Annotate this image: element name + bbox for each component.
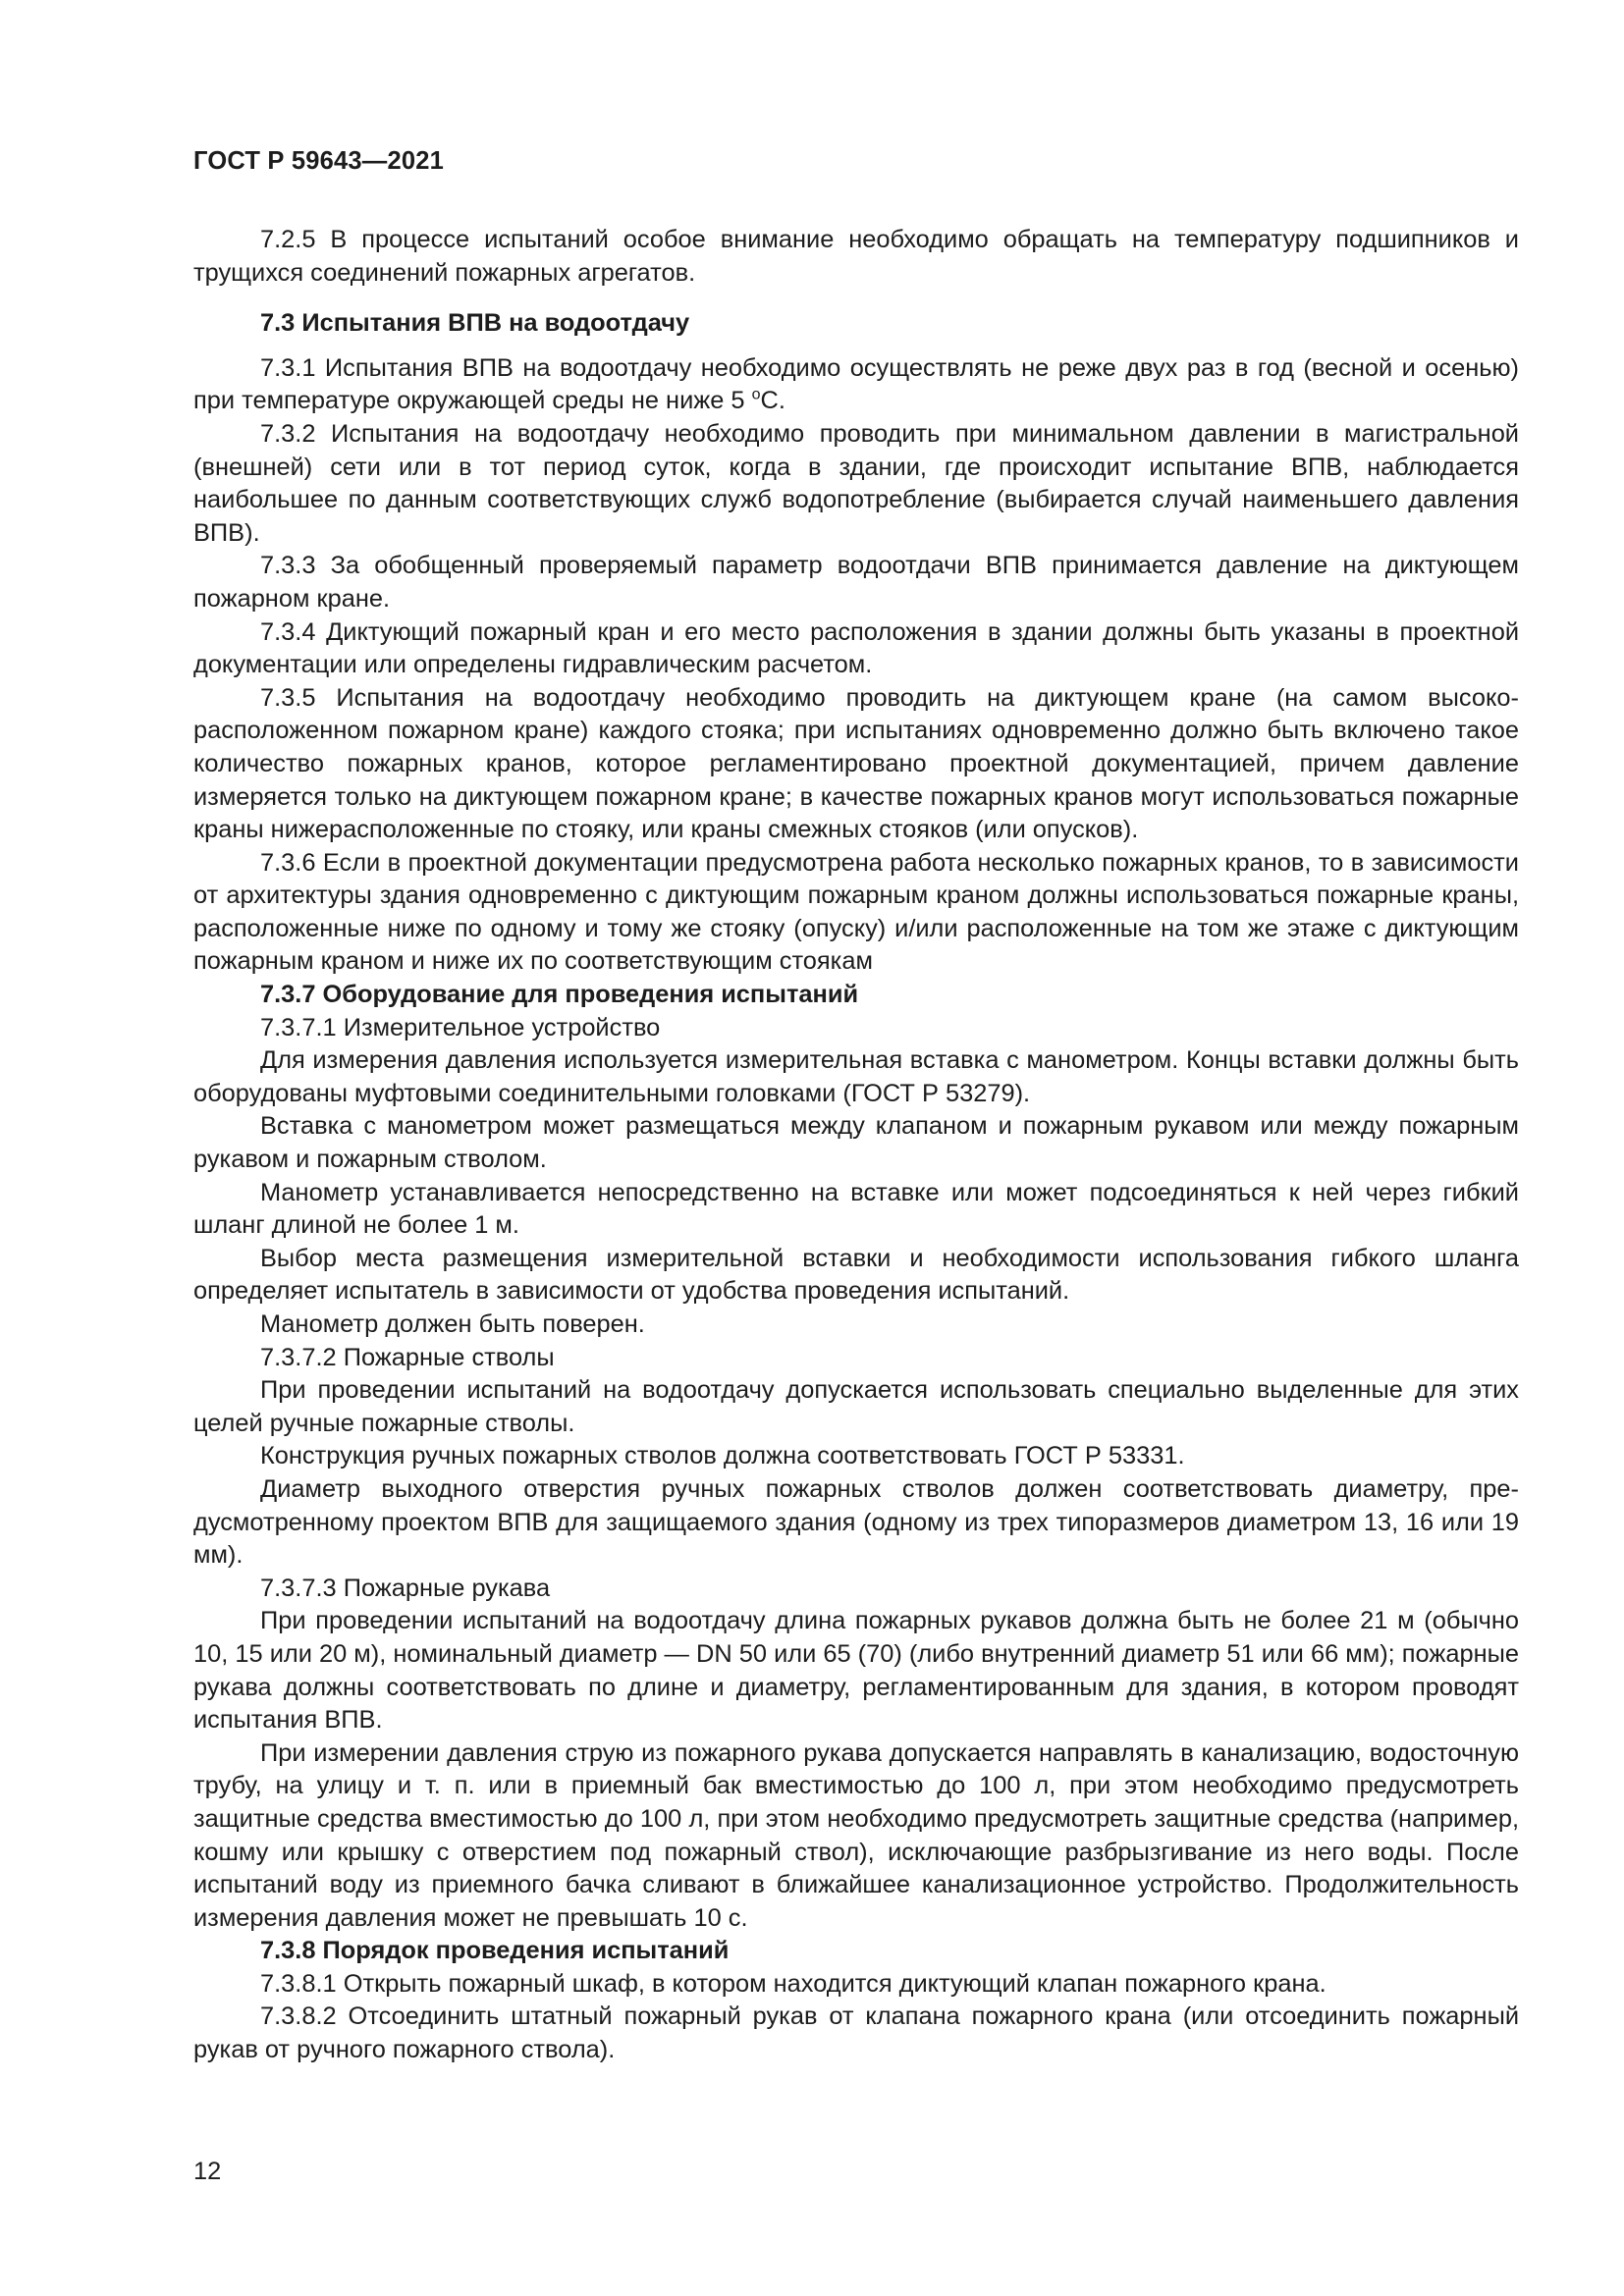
paragraph-insert-placement: Вставка с манометром может размещаться между клапаном и пожарным рукавом или между пожарным рукавом и пожарным стволом. xyxy=(193,1112,1519,1174)
subsection-heading-7-3-7: 7.3.7 Оборудование для проведения испытаний xyxy=(260,981,859,1009)
degree-symbol: о xyxy=(751,386,761,403)
paragraph-7-3-7-3-title: 7.3.7.3 Пожарные рукава xyxy=(260,1574,551,1602)
paragraph-manometer-install: Манометр устанавливается непосредственно на вставке или может подсоединяться к ней через гибкий шланг длиной не более 1 м. xyxy=(193,1178,1519,1240)
paragraph-measuring-insert: Для измерения давления используется измерительная вставка с манометром. Концы вставки должны быть оборудованы муфтовыми соединительными головками (ГОСТ Р 53279). xyxy=(193,1046,1519,1107)
paragraph-7-3-7-2-title: 7.3.7.2 Пожарные стволы xyxy=(260,1343,555,1371)
document-code-header: ГОСТ Р 59643—2021 xyxy=(193,147,445,175)
paragraph-7-3-5: 7.3.5 Испытания на водоотдачу необходимо проводить на диктующем кране (на самом высокорасположенном пожарном кране) каждого стояка; при испытаниях одновременно должно быть включено такое количество пожарных кранов, которое регламентировано проектной документацией, причем давление измеряется только на диктующем пожарном кране; в качестве пожарных кранов могут использоваться пожарные краны нижерасположенные по стояку, или краны смежных стояков (или опусков). xyxy=(193,683,1519,844)
paragraph-7-3-3: 7.3.3 За обобщенный проверяемый параметр водоотдачи ВПВ принимается давление на диктующем пожарном кране. xyxy=(193,552,1519,613)
paragraph-7-3-8-1: 7.3.8.1 Открыть пожарный шкаф, в котором находится диктующий клапан пожарного крана. xyxy=(260,1969,1326,1998)
paragraph-7-3-2: 7.3.2 Испытания на водоотдачу необходимо проводить при минимальном давлении в магистральной (внешней) сети или в тот период суток, когда в здании, где происходит испытание ВПВ, наблюдается наибольшее по данным соответствующих служб водопотребление (выбирается случай наименьшего давления ВПВ). xyxy=(193,419,1519,547)
paragraph-placement-choice: Выбор места размещения измерительной вставки и необходимости использования гибкого шланга определяет испытатель в зависимости от удобства проведения испытаний. xyxy=(193,1244,1519,1306)
paragraph-nozzles-allowed: При проведении испытаний на водоотдачу допускается использовать специально выделенные для этих целей ручные пожарные стволы. xyxy=(193,1376,1519,1437)
paragraph-manometer-verified: Манометр должен быть поверен. xyxy=(260,1310,645,1338)
page-number: 12 xyxy=(193,2158,222,2185)
paragraph-7-3-7-1-title: 7.3.7.1 Измерительное устройство xyxy=(260,1013,661,1041)
paragraph-nozzles-standard: Конструкция ручных пожарных стволов должна соответствовать ГОСТ Р 53331. xyxy=(260,1442,1185,1470)
paragraph-7-3-1-text: 7.3.1 Испытания ВПВ на водоотдачу необходимо осуществлять не реже двух раз в год (весной и осенью) при температуре окружающей среды не ниже 5 xyxy=(193,353,1519,415)
paragraph-7-3-6: 7.3.6 Если в проектной документации предусмотрена работа несколько пожарных кранов, то в зависимости от архитектуры здания одновременно с диктующим пожарным краном должны использоваться пожарные краны, расположенные ниже по одному и тому же стояку (опуску) и/или расположенные на том же этаже с диктующим пожарным краном и ниже их по соответствующим стоякам xyxy=(193,848,1519,976)
paragraph-7-3-1 xyxy=(193,352,1519,418)
document-body xyxy=(193,224,1519,2067)
paragraph-7-3-8-2: 7.3.8.2 Отсоединить штатный пожарный рукав от клапана пожарного крана (или отсоединить пожарный рукав от ручного пожарного ствола). xyxy=(193,2002,1519,2064)
subsection-heading-7-3-8: 7.3.8 Порядок проведения испытаний xyxy=(260,1937,730,1965)
paragraph-nozzle-diameter: Диаметр выходного отверстия ручных пожарных стволов должен соответствовать диаметру, предусмотренному проектом ВПВ для защищаемого здания (одному из трех типоразмеров диаметром 13, 16 или 19 мм). xyxy=(193,1474,1519,1570)
paragraph-water-discharge: При измерении давления струю из пожарного рукава допускается направлять в канализацию, водосточную трубу, на улицу и т. п. или в приемный бак вместимостью до 100 л, при этом необходимо предусмотреть защитные средства вместимостью до 100 л, при этом необходимо предусмотреть защитные средства (например, кошму или крышку с отверстием под пожарный ствол), исключающие разбрызгивание из него воды. После испытаний воду из приемного бачка сливают в ближайшее канализационное устройство. Продолжительность измерения давления может не превышать 10 с. xyxy=(193,1738,1519,1932)
paragraph-7-3-4: 7.3.4 Диктующий пожарный кран и его место расположения в здании должны быть указаны в проектной документации или определены гидравлическим расчетом. xyxy=(193,617,1519,679)
section-heading-7-3: 7.3 Испытания ВПВ на водоотдачу xyxy=(260,309,690,338)
paragraph-hose-length: При проведении испытаний на водоотдачу длина пожарных рукавов должна быть не более 21 м (обычно 10, 15 или 20 м), номинальный диаметр — DN 50 или 65 (70) (либо внутренний диаметр 51 или 66 мм); пожарные рукава должны соответствовать по длине и диаметру, регламентированным для здания, в котором проводят испытания ВПВ. xyxy=(193,1607,1519,1735)
celsius-unit: С. xyxy=(760,387,785,415)
paragraph-7-2-5: 7.2.5 В процессе испытаний особое внимание необходимо обращать на температуру подшипников и трущихся соединений пожарных агрегатов. xyxy=(193,226,1519,287)
